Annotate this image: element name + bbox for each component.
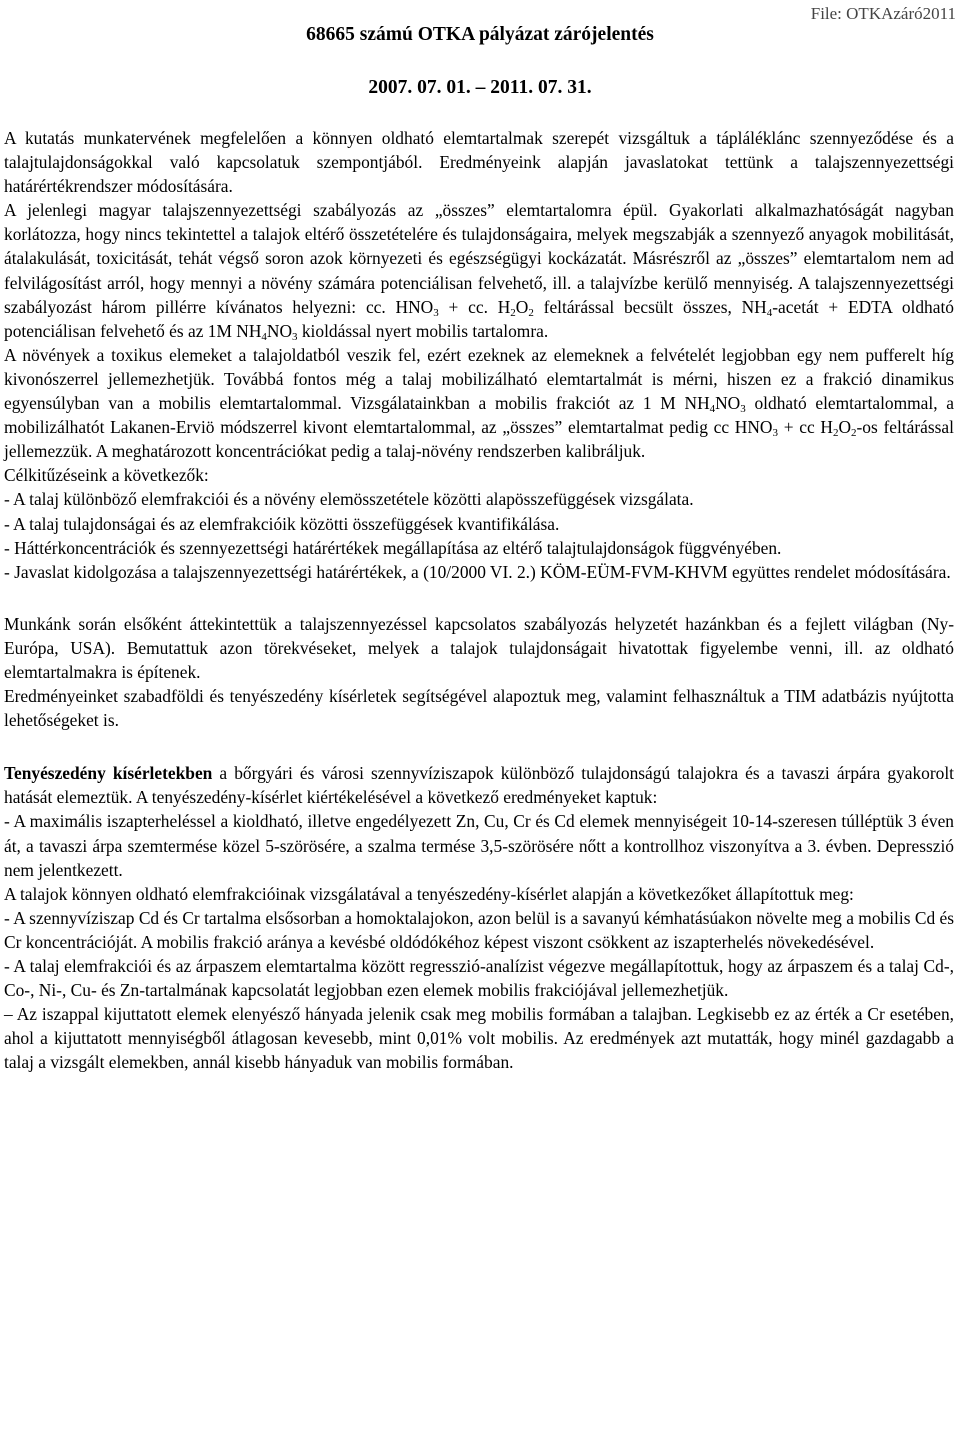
paragraph	[4, 343, 954, 463]
paragraph	[4, 1002, 954, 1074]
paragraph	[4, 198, 954, 343]
paragraph-spacer	[4, 732, 954, 761]
text-run: – Az iszappal kijuttatott elemek elenyésző hányada jelenik csak meg mobilis formában a talajban. Legkisebb ez az érték a Cr esetében, ahol a kijuttatott mennyiségből átlagosan kevesebb, mint 0,01% volt mobilis. Az eredmények azt mutatták, hogy minél gazdagabb a talaj a vizsgált elemekben, annál kisebb hányaduk van mobilis formában.	[4, 1004, 954, 1073]
paragraph	[4, 487, 954, 511]
paragraph	[4, 536, 954, 560]
text-run: - A maximális iszapterheléssel a kioldható, illetve engedélyezett Zn, Cu, Cr és Cd elemek mennyiségeit 10-14-szeresen túlléptük 3 éven át, a tavaszi árpa szemtermése közel 5-szörösére, a szalma termése 3,5-szörösére nőtt a kontrollhoz viszonyítva a 3. évben. Depresszió nem jelentkezett.	[4, 811, 954, 880]
text-run: + cc H	[777, 417, 833, 438]
text-run: NO	[715, 393, 741, 414]
report-title: 68665 számú OTKA pályázat zárójelentés	[306, 24, 654, 45]
text-run: A növények a toxikus elemeket a talajoldatból veszik fel, ezért ezeknek az elemeknek a felvételét legjobban egy nem pufferelt híg kivonószerrel jellemezhetjük. Továbbá fontos még a talaj mobilizálható elemtartalmát is mérni, hiszen ez a frakció dinamikus egyensúlyban van a mobilis elemtartalommal. Vizsgálatainkban a mobilis frakciót az 1 M NH	[4, 344, 954, 414]
paragraph	[4, 560, 954, 584]
paragraph	[4, 126, 954, 198]
subscript: 2	[851, 427, 857, 440]
text-run: O	[515, 296, 529, 317]
text-run: - A talaj különböző elemfrakciói és a növény elemösszetétele közötti alapösszefüggések vizsgálata.	[4, 489, 694, 510]
paragraph	[4, 906, 954, 954]
subscript: 2	[832, 427, 839, 440]
text-run: Eredményeinket szabadföldi és tenyészedény kísérletek segítségével alapoztuk meg, valamint felhasználtuk a TIM adatbázis nyújtotta lehetőségeket is.	[4, 686, 954, 731]
paragraph	[4, 612, 954, 684]
paragraph-spacer	[4, 584, 954, 612]
paragraph	[4, 512, 954, 536]
text-run: - A szennyvíziszap Cd és Cr tartalma elsősorban a homoktalajokon, azon belül is a savanyú kémhatásúakon növelte meg a mobilis Cd és Cr koncentrációját. A mobilis frakció aránya a kevésbé oldódókéhoz képest viszont csökkent az iszapterhelés növekedésével.	[4, 907, 954, 952]
paragraph	[4, 761, 954, 809]
report-body	[4, 126, 954, 1074]
paragraph	[4, 882, 954, 906]
text-run: -acetát + EDTA oldható potenciálisan felvehető és az 1M NH	[4, 296, 954, 341]
bold-phrase: Tenyészedény kísérletekben	[4, 763, 213, 784]
text-run: NO	[266, 320, 293, 341]
text-run: O	[838, 417, 852, 438]
text-run: Célkitűzéseink a következők:	[4, 465, 209, 486]
subscript: 3	[740, 403, 746, 416]
text-run: A jelenlegi magyar talajszennyezettségi szabályozás az „összes” elemtartalomra épül. Gyakorlati alkalmazhatóságát nagyban korlátozza, hogy nincs tekintettel a talajok eltérő összetételére és tulajdonságaira, melyek megszabják a szennyező anyagok mobilitását, átalakulását, toxicitását, tehát végső soron azok környezeti és egészségügyi kockázatát. Másrészről az „összes” elemtartalom nem ad felvilágosítást arról, hogy mennyi a növény számára potenciálisan felvehető, ill. a talajvízbe kerülő mennyiség. A talajszennyezettségi szabályozást három pillérre kívánatos helyezni: cc. HNO	[4, 200, 954, 317]
subscript: 3	[433, 306, 439, 319]
subscript: 3	[772, 427, 778, 440]
file-label: File: OTKAzáró2011	[810, 4, 956, 23]
text-run: oldható elemtartalommal, a mobilizálhatót Lakanen-Erviö módszerrel kivont elemtartalommal, az „összes” elemtartalmat pedig cc HNO	[4, 393, 954, 438]
subscript: 4	[261, 330, 267, 343]
text-run: - Háttérkoncentrációk és szennyezettségi határértékek megállapítása az eltérő talajtulajdonságok függvényében.	[4, 537, 782, 558]
subscript: 2	[528, 306, 534, 319]
text-run: - A talaj elemfrakciói és az árpaszem elemtartalma között regresszió-analízist végezve megállapítottuk, hogy az árpaszem és a talaj Cd-, Co-, Ni-, Cu- és Zn-tartalmának kapcsolatát legjobban ezen elemek mobilis frakciójával jellemezhetjük.	[4, 956, 954, 1001]
text-run: Munkánk során elsőként áttekintettük a talajszennyezéssel kapcsolatos szabályozás helyzetét hazánkban és a fejlett világban (Ny-Európa, USA). Bemutattuk azon törekvéseket, melyek a talajok tulajdonságait hivatottak figyelembe venni, ill. az oldható elemtartalmakra is építenek.	[4, 613, 954, 682]
text-run: A kutatás munkatervének megfelelően a könnyen oldható elemtartalmak szerepét vizsgáltuk a tápláléklánc szennyeződése és a talajtulajdonságokkal való kapcsolatuk szempontjából. Eredményeink alapján javaslatokat tettünk a talajszennyezettségi határértékrendszer módosítására.	[4, 128, 954, 197]
text-run: + cc. H	[438, 296, 511, 317]
subscript: 4	[709, 403, 716, 416]
text-run: a bőrgyári és városi szennyvíziszapok különböző tulajdonságú talajokra és a tavaszi árpára gyakorolt hatását elemeztük. A tenyészedény-kísérlet kiértékelésével a következő eredményeket kaptuk:	[4, 763, 954, 808]
text-run: -os feltárással jellemezzük. A meghatározott koncentrációkat pedig a talaj-növény rendszerben kalibráljuk.	[4, 417, 954, 462]
subscript: 2	[510, 306, 516, 319]
text-run: feltárással becsült összes, NH	[533, 296, 767, 317]
text-run: kioldással nyert mobilis tartalomra.	[297, 320, 549, 341]
text-run: - A talaj tulajdonságai és az elemfrakcióik közötti összefüggések kvantifikálása.	[4, 513, 560, 534]
report-period: 2007. 07. 01. – 2011. 07. 31.	[368, 77, 592, 98]
text-run: - Javaslat kidolgozása a talajszennyezettségi határértékek, a (10/2000 VI. 2.) KÖM-EÜM-FVM-KHVM együttes rendelet módosítására.	[4, 561, 951, 582]
text-run: A talajok könnyen oldható elemfrakcióinak vizsgálatával a tenyészedény-kísérlet alapján a következőket állapítottuk meg:	[4, 883, 854, 904]
subscript: 4	[766, 306, 773, 319]
paragraph	[4, 954, 954, 1002]
paragraph	[4, 463, 954, 487]
paragraph	[4, 809, 954, 881]
subscript: 3	[292, 330, 298, 343]
paragraph	[4, 684, 954, 732]
